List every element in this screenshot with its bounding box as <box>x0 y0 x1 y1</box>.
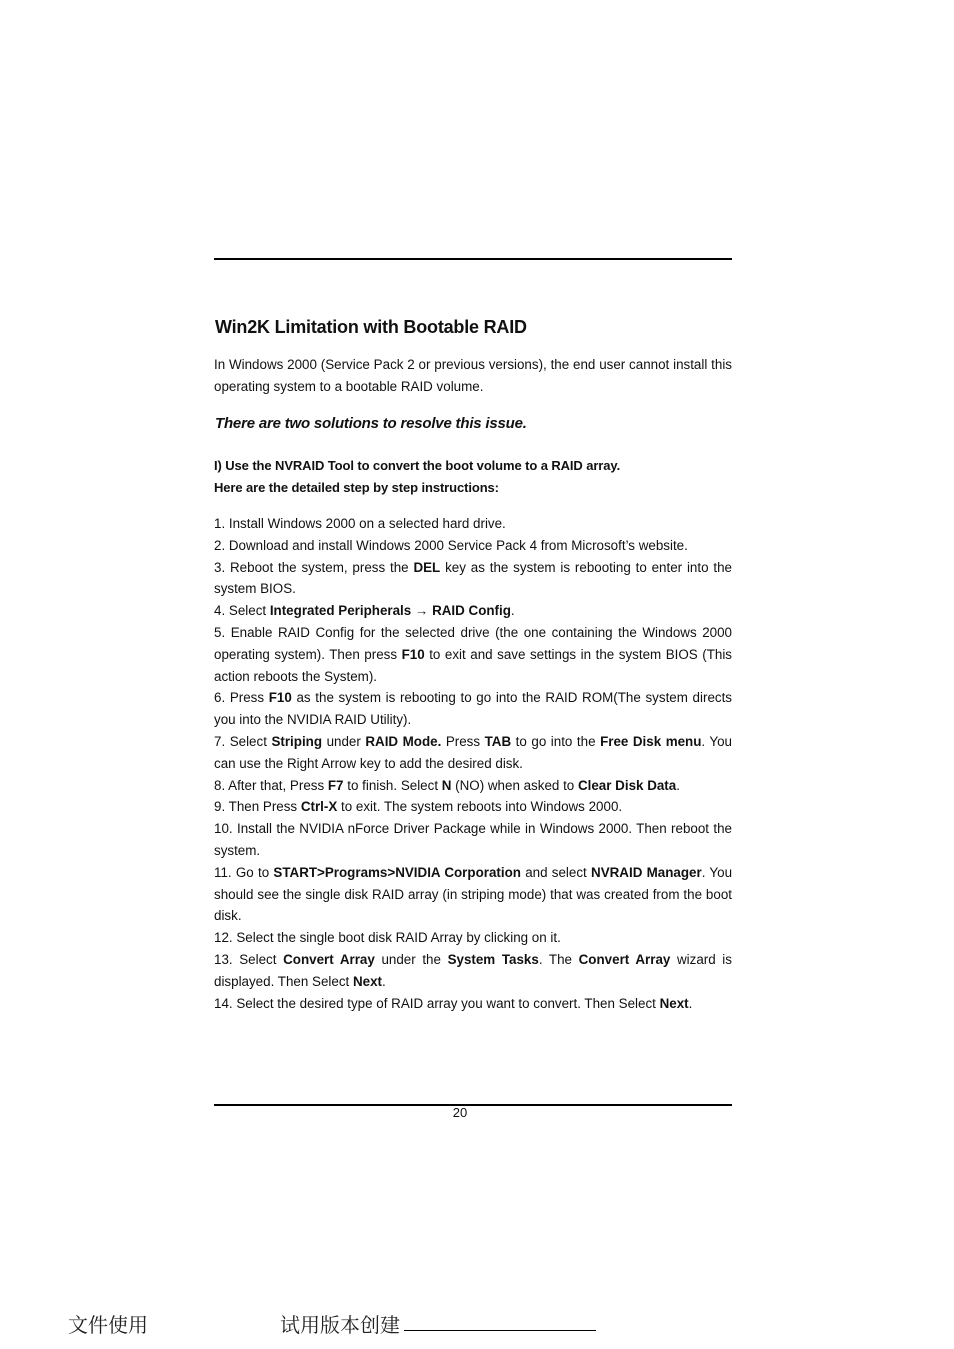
step-emphasis: System Tasks <box>447 951 539 967</box>
step-emphasis: F7 <box>327 777 344 793</box>
step-text: wizard is displayed. Then Select <box>214 951 732 989</box>
step-item <box>214 993 732 1015</box>
step-emphasis: Convert Array <box>283 951 375 967</box>
section-heading: Win2K Limitation with Bootable RAID <box>215 317 527 337</box>
step-emphasis: START>Programs>NVIDIA Corporation <box>273 864 521 880</box>
step-text: (NO) when asked to <box>451 777 578 793</box>
solutions-subheading: There are two solutions to resolve this issue. <box>215 415 527 432</box>
step-text: as the system is rebooting to go into the RAID ROM(The system directs you into the NVIDIA RAID Utility). <box>214 690 732 728</box>
step-text: under the <box>374 951 448 967</box>
step-text: Press <box>441 733 485 749</box>
page-number: 20 <box>452 1105 468 1120</box>
step-item <box>214 818 732 862</box>
step-text: . <box>382 973 386 989</box>
intro-paragraph: In Windows 2000 (Service Pack 2 or previous versions), the end user cannot install this operating system to a bootable RAID volume. <box>214 357 732 394</box>
footer-watermark-middle: 试用版本创建 <box>280 1313 400 1337</box>
step-emphasis: Integrated Peripherals <box>269 603 412 619</box>
footer-underline <box>404 1330 596 1331</box>
tool-title-line-2: Here are the detailed step by step instructions: <box>214 479 499 495</box>
footer-watermark-left: 文件使用 <box>68 1313 148 1337</box>
step-emphasis: RAID Mode. <box>365 733 442 749</box>
steps-list <box>214 513 732 1014</box>
step-text: to exit and save settings in the system BIOS (This action reboots the System). <box>214 646 732 684</box>
step-item <box>214 687 732 731</box>
step-text: under <box>322 733 366 749</box>
step-item <box>214 731 732 775</box>
step-emphasis: Clear Disk Data <box>577 777 677 793</box>
step-emphasis: Next <box>659 995 689 1011</box>
step-item <box>214 535 732 557</box>
step-text: and select <box>520 864 592 880</box>
step-text: to finish. Select <box>343 777 442 793</box>
step-text: 1. Install Windows 2000 on a selected hard drive. <box>214 516 506 531</box>
step-text: 5. Enable RAID Config for the selected drive (the one containing the Windows 2000 operating system). Then press <box>214 624 732 662</box>
step-item <box>214 622 732 687</box>
step-text: 9. Then Press <box>214 799 301 815</box>
step-text: 7. Select <box>214 733 272 749</box>
step-text: . <box>676 777 680 793</box>
step-item <box>214 557 732 601</box>
step-emphasis: N <box>441 777 452 793</box>
step-emphasis: Ctrl-X <box>300 799 338 815</box>
step-item <box>214 796 732 818</box>
tool-instructions-title <box>214 455 620 498</box>
step-text: 10. Install the NVIDIA nForce Driver Package while in Windows 2000. Then reboot the system. <box>214 821 732 858</box>
step-emphasis: RAID Config <box>432 603 511 619</box>
top-rule <box>214 258 732 260</box>
step-item <box>214 513 732 535</box>
step-emphasis: F10 <box>401 646 425 662</box>
step-emphasis: Convert Array <box>578 951 671 967</box>
step-text: 11. Go to <box>214 864 274 880</box>
tool-title-line-1: I) Use the NVRAID Tool to convert the boot volume to a RAID array. <box>214 458 621 473</box>
step-emphasis: Striping <box>271 733 323 749</box>
step-emphasis: Free Disk menu <box>600 733 702 749</box>
step-text: 2. Download and install Windows 2000 Service Pack 4 from Microsoft’s website. <box>214 537 688 553</box>
step-text: 6. Press <box>214 690 269 706</box>
step-item <box>214 927 732 949</box>
step-text: . <box>688 995 693 1011</box>
step-text: . The <box>538 951 579 967</box>
step-text: . You can use the Right Arrow key to add the desired disk. <box>214 733 733 771</box>
step-emphasis: Next <box>352 973 382 989</box>
step-text: → <box>411 603 433 619</box>
step-text: to go into the <box>511 733 601 749</box>
step-text: . You should see the single disk RAID array (in striping mode) that was created from the boot disk. <box>214 864 733 924</box>
step-emphasis: DEL <box>413 559 441 575</box>
step-text: to exit. The system reboots into Windows 2000. <box>337 799 623 815</box>
step-text: . <box>510 603 515 619</box>
step-text: 8. After that, Press <box>214 777 328 793</box>
step-text: 12. Select the single boot disk RAID Array by clicking on it. <box>214 930 561 946</box>
step-item <box>214 600 732 622</box>
step-emphasis: TAB <box>484 733 512 749</box>
step-item <box>214 949 732 993</box>
step-emphasis: NVRAID Manager <box>591 864 702 880</box>
step-text: 3. Reboot the system, press the <box>214 559 414 575</box>
step-text: key as the system is rebooting to enter into the system BIOS. <box>214 559 732 597</box>
step-item <box>214 862 732 927</box>
step-item <box>214 775 732 797</box>
step-text: 14. Select the desired type of RAID array you want to convert. Then Select <box>214 995 660 1011</box>
step-emphasis: F10 <box>268 690 292 706</box>
step-text: 4. Select <box>214 603 270 619</box>
step-text: 13. Select <box>214 951 284 967</box>
